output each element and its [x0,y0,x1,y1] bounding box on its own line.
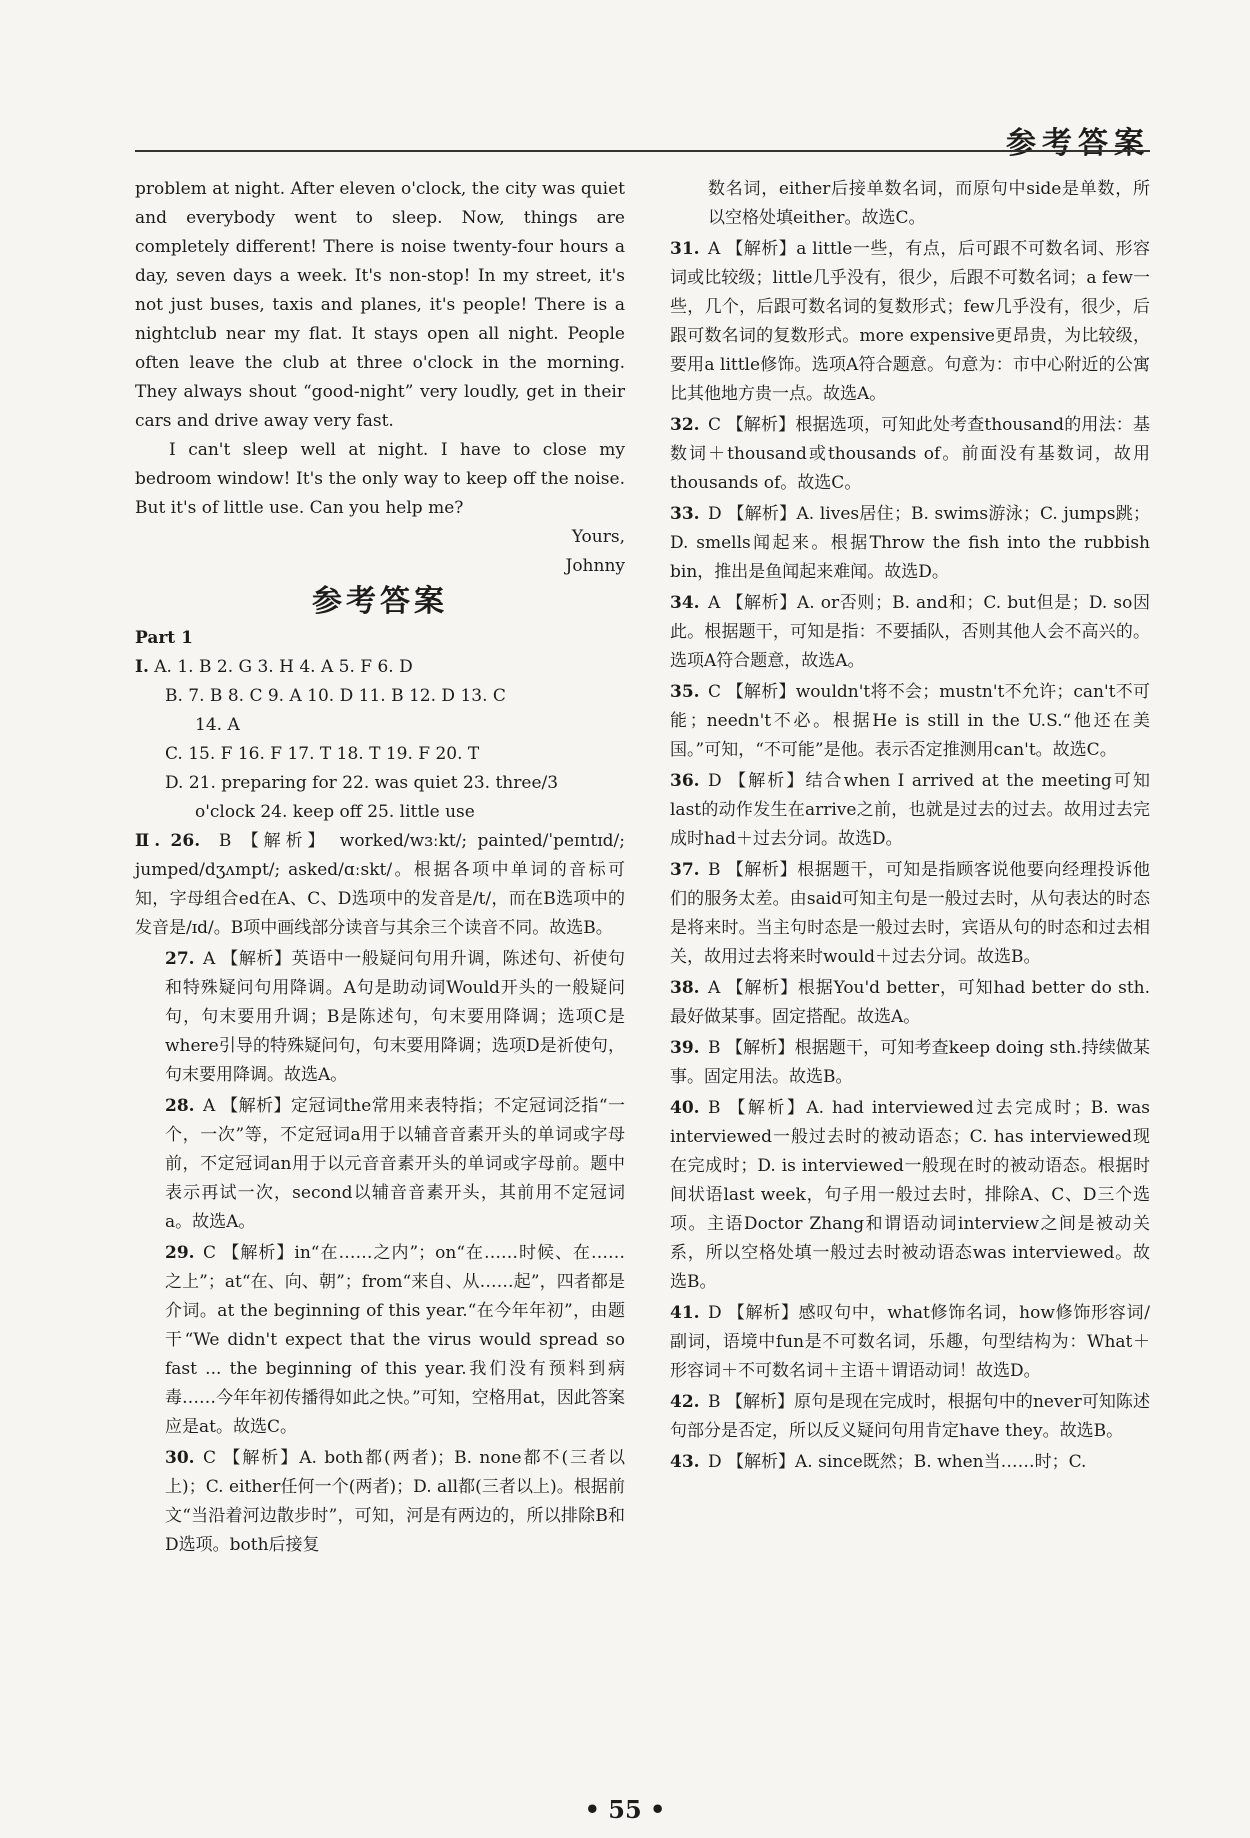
item-number: 38. [670,978,700,998]
item-number: 32. [670,415,700,435]
item-number: 43. [670,1452,700,1472]
item-number: 26. [170,831,201,851]
item-text: B 【解析】 worked/wɜːkt/; painted/ˈpeɪntɪd/; jumped/dʒʌmpt/; asked/ɑːskt/。根据各项中单词的音标可知，字母组合ed在A、C、D选项中的发音是/t/，而在B选项中的发音是/ɪd/。B项中画线部分读音与其余三个读音不同。故选B。 [135,831,626,938]
item-text: B 【解析】根据题干，可知是指顾客说他要向经理投诉他们的服务太差。由said可知主句是一般过去时，从句表达的时态是将来时。当主句时态是一般过去时，宾语从句的时态和过去相关，故用过去将来时would＋过去分词。故选B。 [670,860,1150,967]
item-number: 42. [670,1392,700,1412]
item-number: 36. [670,771,700,791]
answer-row: D. 21. preparing for 22. was quiet 23. three/3 [165,773,559,793]
item-number: 28. [165,1096,195,1116]
item-text: C 【解析】根据选项，可知此处考查thousand的用法：基数词＋thousand或thousands of。前面没有基数词，故用thousands of。故选C。 [670,415,1150,493]
section-2-left [135,827,625,1560]
item-number: 33. [670,504,700,524]
item-number: 29. [165,1243,195,1263]
answer-row: 14. A [195,715,240,735]
item-continuation: 数名词，either后接单数名词，而原句中side是单数，所以空格处填either。故选C。 [708,179,1150,228]
item-text: A 【解析】a little一些，有点，后可跟不可数名词、形容词或比较级；little几乎没有，很少，后跟不可数名词；a few一些，几个，后跟可数名词的复数形式；few几乎没有，很少，后跟可数名词的复数形式。more expensive更昂贵，为比较级，要用a little修饰。选项A符合题意。句意为：市中心附近的公寓比其他地方贵一点。故选A。 [670,239,1150,404]
item-number: 40. [670,1098,700,1118]
letter-signature: Johnny [565,556,625,576]
item-number: 34. [670,593,700,613]
item-number: 41. [670,1303,700,1323]
item-text: A 【解析】定冠词the常用来表特指；不定冠词泛指“一个，一次”等，不定冠词a用于以辅音音素开头的单词或字母前，不定冠词an用于以元音音素开头的单词或字母前。题中表示再试一次，second以辅音音素开头，其前用不定冠词a。故选A。 [165,1096,625,1232]
letter-paragraph: problem at night. After eleven o'clock, the city was quiet and everybody went to sleep. Now, things are completely different! There is noise twenty-four hours a day, seven days a week. It's non-stop! In my street, it's not just buses, taxis and planes, it's people! There is a nightclub near my flat. It stays open all night. People often leave the club at three o'clock in the morning. They always shout “good-night” very loudly, get in their cars and drive away very fast. [135,179,625,431]
item-number: 30. [165,1448,195,1468]
item-text: A 【解析】英语中一般疑问句用升调，陈述句、祈使句和特殊疑问句用降调。A句是助动词Would开头的一般疑问句，句末要用升调；B是陈述句，句末要用降调；选项C是where引导的特殊疑问句，句末要用降调；选项D是祈使句，句末要用降调。故选A。 [165,949,625,1085]
letter-closing: Yours, [571,527,625,547]
item-text: D 【解析】感叹句中，what修饰名词，how修饰形容词/副词，语境中fun是不可数名词，乐趣，句型结构为：What＋形容词＋不可数名词＋主语＋谓语动词！故选D。 [670,1303,1150,1381]
answer-row: A. 1. B 2. G 3. H 4. A 5. F 6. D [154,657,413,677]
item-number: 35. [670,682,700,702]
answers-heading: 参考答案 [312,584,448,619]
item-number: 31. [670,239,700,259]
item-text: D 【解析】A. since既然；B. when当……时；C. [708,1452,1087,1472]
section-1 [135,653,625,827]
answer-row: C. 15. F 16. F 17. T 18. T 19. F 20. T [165,744,480,764]
letter [135,175,625,581]
item-text: C 【解析】A. both都(两者)；B. none都不(三者以上)；C. either任何一个(两者)；D. all都(三者以上)。根据前文“当沿着河边散步时”，可知，河是有两边的，所以排除B和D选项。both后接复 [165,1448,625,1555]
item-number: 37. [670,860,700,880]
letter-paragraph: I can't sleep well at night. I have to close my bedroom window! It's the only way to keep off the noise. But it's of little use. Can you help me? [135,440,625,518]
answer-row: B. 7. B 8. C 9. A 10. D 11. B 12. D 13. C [165,686,506,706]
answer-row: o'clock 24. keep off 25. little use [195,802,475,822]
item-text: C 【解析】in“在……之内”；on“在……时候、在……之上”；at“在、向、朝”；from“来自、从……起”，四者都是介词。at the beginning of this year.“在今年年初”，由题干“We didn't expect that the virus would spread so fast ... the beginning of this year.我们没有预料到病毒……今年年初传播得如此之快。”可知，空格用at，因此答案应是at。故选C。 [165,1243,625,1437]
item-number: 39. [670,1038,700,1058]
part-label: Part 1 [135,628,193,648]
item-number: 27. [165,949,195,969]
left-column [135,175,625,1562]
item-text: B 【解析】根据题干，可知考查keep doing sth.持续做某事。固定用法。故选B。 [670,1038,1150,1087]
page-header-title: 参考答案 [1006,126,1150,161]
section-2-roman: Ⅱ. [135,831,161,851]
right-column [670,175,1150,1479]
item-text: B 【解析】A. had interviewed过去完成时；B. was interviewed一般过去时的被动语态；C. has interviewed现在完成时；D. is interviewed一般现在时的被动语态。根据时间状语last week，句子用一般过去时，排除A、C、D三个选项。主语Doctor Zhang和谓语动词interview之间是被动关系，所以空格处填一般过去时被动语态was interviewed。故选B。 [670,1098,1150,1292]
item-text: C 【解析】wouldn't将不会；mustn't不允许；can't不可能；needn't不必。根据He is still in the U.S.“他还在美国。”可知，“不可能”是他。表示否定推测用can't。故选C。 [670,682,1150,760]
item-text: A 【解析】A. or否则；B. and和；C. but但是；D. so因此。根据题干，可知是指：不要插队，否则其他人会不高兴的。选项A符合题意，故选A。 [670,593,1150,671]
item-text: D 【解析】A. lives居住；B. swims游泳；C. jumps跳；D. smells闻起来。根据Throw the fish into the rubbish bin，推出是鱼闻起来难闻。故选D。 [670,504,1150,582]
item-text: B 【解析】原句是现在完成时，根据句中的never可知陈述句部分是否定，所以反义疑问句用肯定have they。故选B。 [670,1392,1150,1441]
header-divider [135,150,1150,152]
item-text: D 【解析】结合when I arrived at the meeting可知last的动作发生在arrive之前，也就是过去的过去。故用过去完成时had＋过去分词。故选D。 [670,771,1150,849]
page-number: • 55 • [584,1795,666,1824]
section-1-roman: Ⅰ. [135,657,149,677]
item-text: A 【解析】根据You'd better，可知had better do sth.最好做某事。固定搭配。故选A。 [670,978,1150,1027]
